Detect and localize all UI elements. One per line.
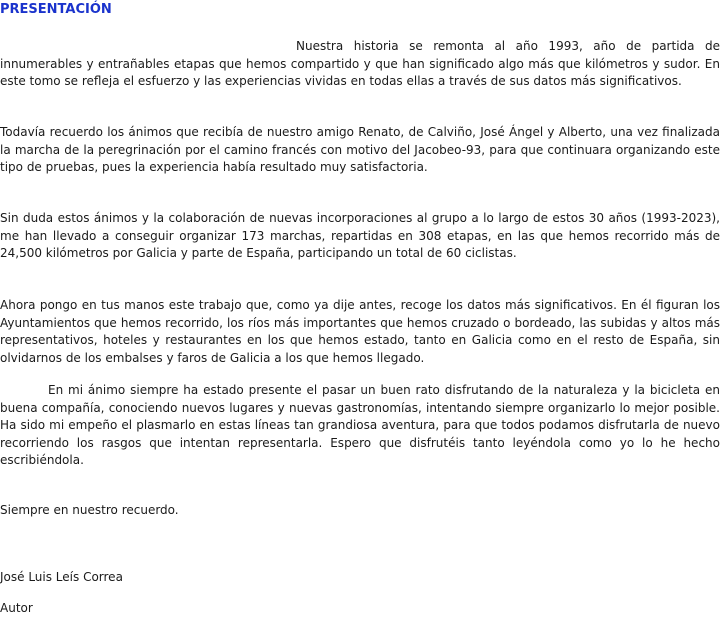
page-title: PRESENTACIÓN: [0, 2, 112, 17]
paragraph-spirit: En mi ánimo siempre ha estado presente el pasar un buen rato disfrutando de la naturaleza y la bicicleta en buena compañía, conociendo nuevos lugares y nuevas gastronomías, intentando siempre organizarlo lo mejor posible. Ha sido mi empeño el plasmarlo en estas líneas tan grandiosa aventura, para que todos podamos disfrutarla de nuevo recorriendo los rasgos que intentan representarla. Espero que disfrutéis tanto leyéndola como yo lo he hecho escribiéndola.: [0, 383, 720, 467]
paragraph-remembrance: Siempre en nuestro recuerdo.: [0, 503, 179, 517]
paragraph-memories: Todavía recuerdo los ánimos que recibía de nuestro amigo Renato, de Calviño, José Ángel y Alberto, una vez finalizada la marcha de la peregrinación por el camino francés con motivo del Jacobeo-93, para que continuara organizando este tipo de pruebas, pues la experiencia había resultado muy satisfactoria.: [0, 125, 720, 174]
author-role: Autor: [0, 601, 33, 615]
paragraph-contents: Ahora pongo en tus manos este trabajo que, como ya dije antes, recoge los datos más significativos. En él figuran los Ayuntamientos que hemos recorrido, los ríos más importantes que hemos cruzado o bordeado, las subidas y altos más representativos, hoteles y restaurantes en los que hemos estado, tanto en Galicia como en el resto de España, sin olvidarnos de los embalses y faros de Galicia a los que hemos llegado.: [0, 298, 720, 365]
paragraph-achievements: Sin duda estos ánimos y la colaboración de nuevas incorporaciones al grupo a lo largo de estos 30 años (1993-2023), me han llevado a conseguir organizar 173 marchas, repartidas en 308 etapas, en las que hemos recorrido más de 24,500 kilómetros por Galicia y parte de España, participando un total de 60 ciclistas.: [0, 211, 720, 260]
paragraph-history: Nuestra historia se remonta al año 1993, año de partida de innumerables y entrañables etapas que hemos compartido y que han significado algo más que kilómetros y sudor. En este tomo se refleja el esfuerzo y las experiencias vividas en todas ellas a través de sus datos más significativos.: [0, 39, 720, 88]
author-name: José Luis Leís Correa: [0, 570, 123, 584]
